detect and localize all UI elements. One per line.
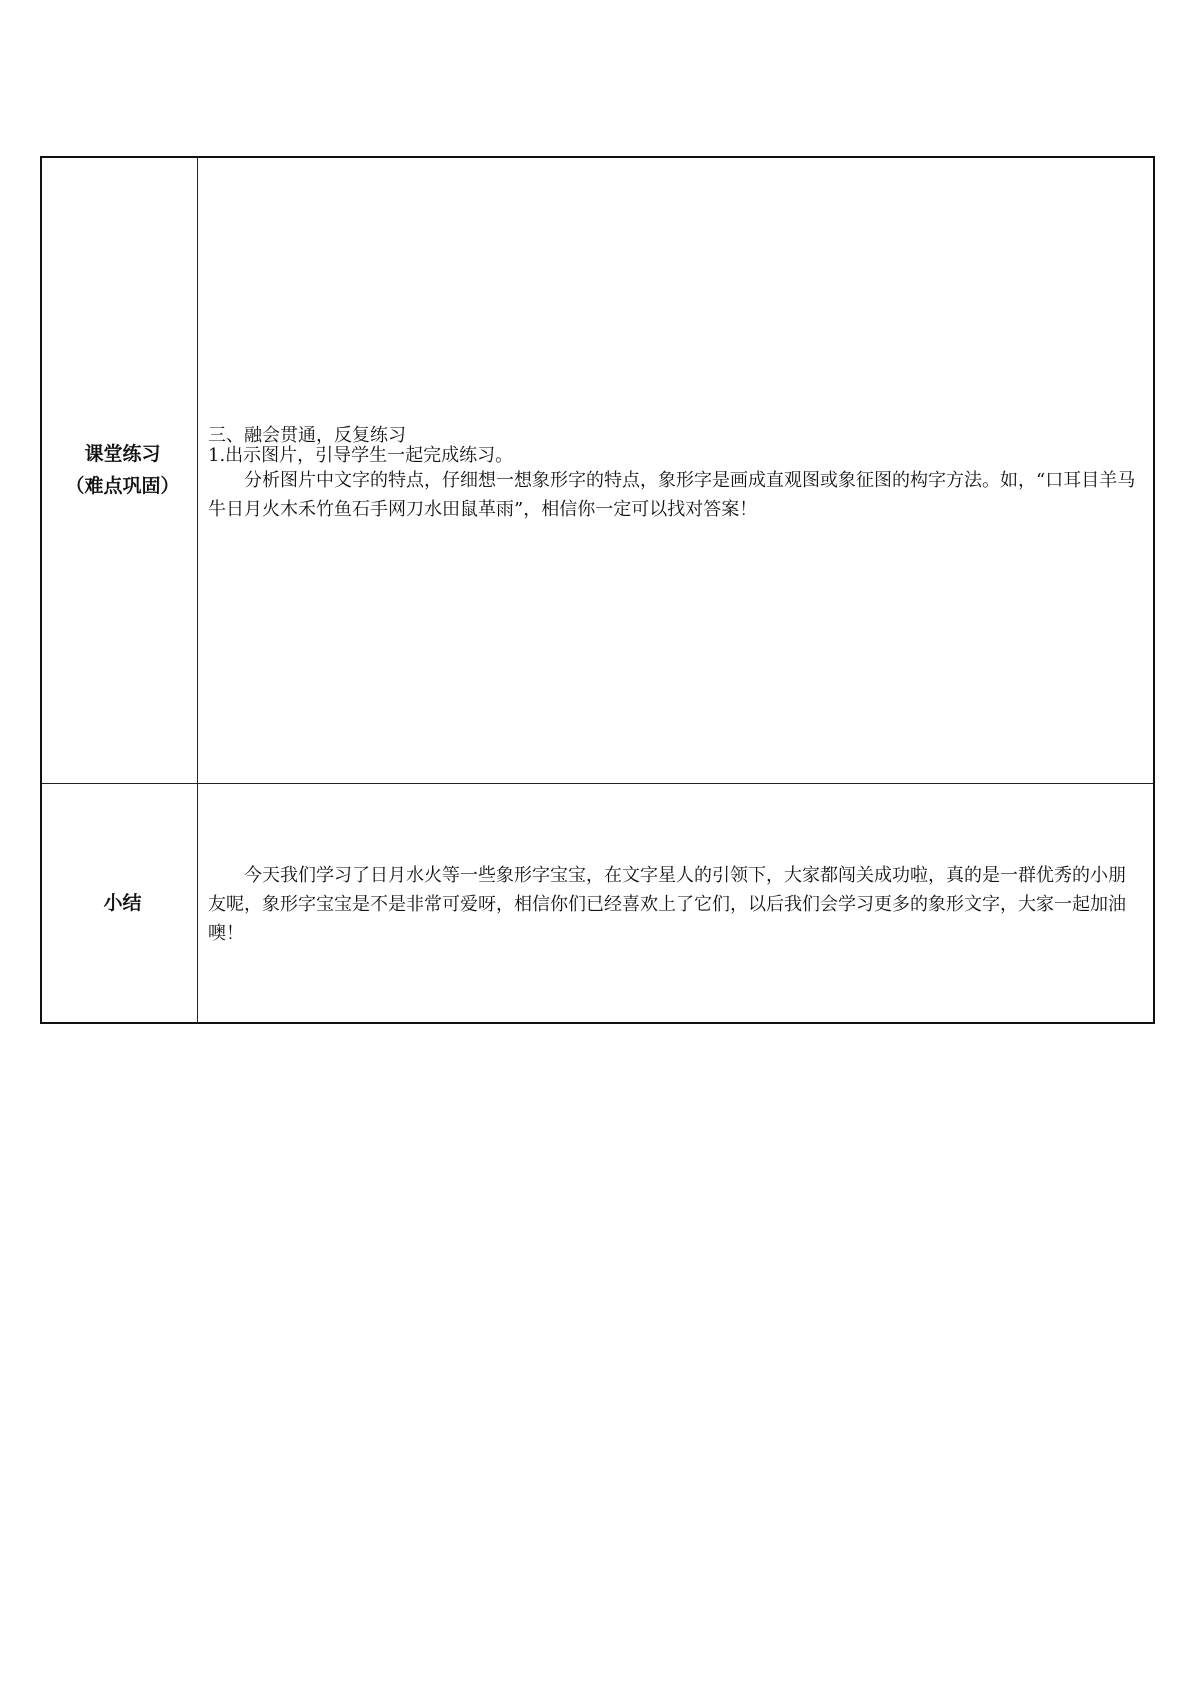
practice-label-title: 课堂练习	[84, 443, 161, 466]
practice-content	[198, 426, 1153, 524]
summary-content	[198, 861, 1153, 948]
practice-content-cell	[198, 157, 1155, 783]
summary-label-cell	[41, 783, 198, 1023]
summary-label: 小结	[103, 891, 142, 914]
practice-row	[41, 157, 1154, 783]
practice-label	[48, 438, 197, 502]
summary-content-cell	[198, 783, 1155, 1023]
practice-label-cell	[41, 157, 198, 783]
practice-label-subtitle: （难点巩固）	[65, 475, 180, 498]
practice-step: 1.出示图片，引导学生一起完成练习。	[208, 445, 514, 467]
practice-paragraph: 分析图片中文字的特点，仔细想一想象形字的特点，象形字是画成直观图或象征图的构字方法。如，“口耳目羊马牛日月火木禾竹鱼石手网刀水田鼠革雨”，相信你一定可以找对答案！	[208, 470, 1136, 521]
summary-paragraph: 今天我们学习了日月水火等一些象形字宝宝，在文字星人的引领下，大家都闯关成功啦，真的是一群优秀的小朋友呢，象形字宝宝是不是非常可爱呀，相信你们已经喜欢上了它们，以后我们会学习更多的象形文字，大家一起加油噢！	[208, 865, 1126, 945]
practice-heading: 三、融会贯通，反复练习	[208, 425, 406, 447]
lesson-plan-table	[40, 156, 1155, 1024]
summary-row	[41, 783, 1154, 1023]
